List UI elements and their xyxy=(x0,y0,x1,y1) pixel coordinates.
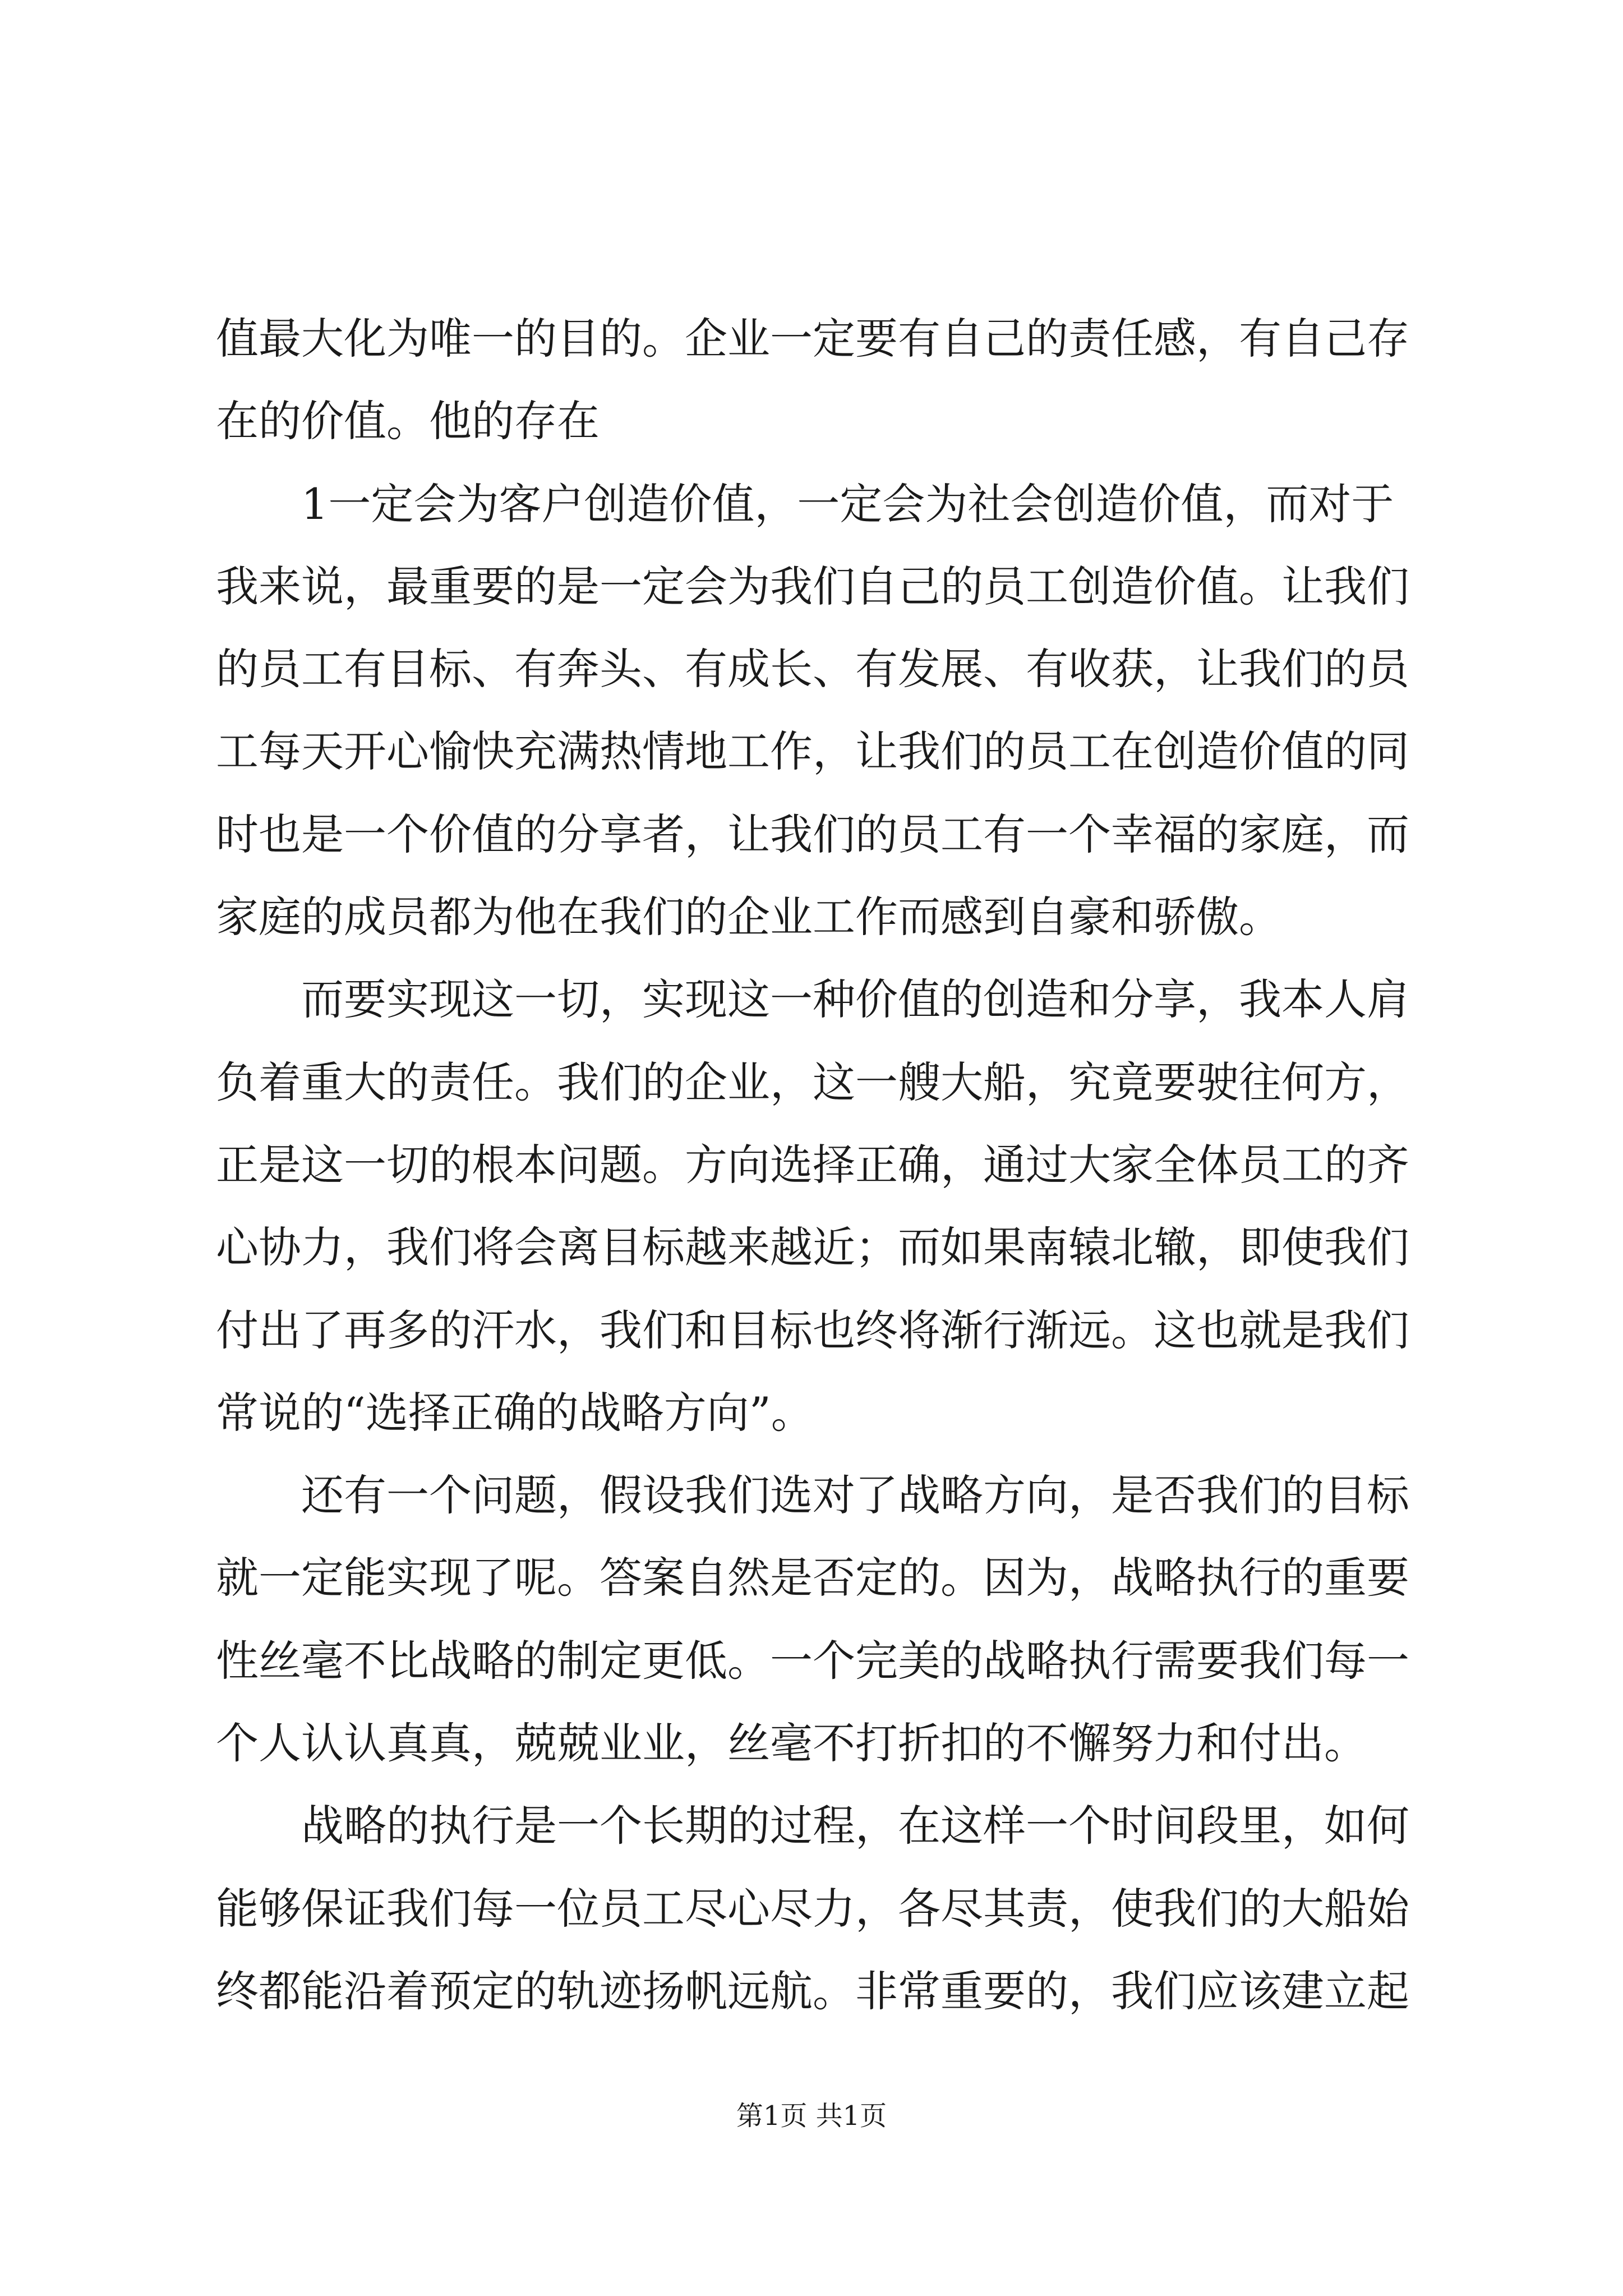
text-line: 就一定能实现了呢。答案自然是否定的。因为，战略执行的重要 xyxy=(216,1553,1409,1603)
text-line: 1一定会为客户创造价值，一定会为社会创造价值，而对于 xyxy=(301,478,1394,529)
text-line: 时也是一个价值的分享者，让我们的员工有一个幸福的家庭，而 xyxy=(216,809,1409,859)
text-line: 终都能沿着预定的轨迹扬帆远航。非常重要的，我们应该建立起 xyxy=(216,1966,1409,2016)
text-line: 正是这一切的根本问题。方向选择正确，通过大家全体员工的齐 xyxy=(216,1139,1409,1190)
text-line: 付出了再多的汗水，我们和目标也终将渐行渐远。这也就是我们 xyxy=(216,1305,1409,1355)
text-line: 个人认认真真，兢兢业业，丝毫不打折扣的不懈努力和付出。 xyxy=(216,1718,1367,1769)
text-line: 家庭的成员都为他在我们的企业工作而感到自豪和骄傲。 xyxy=(216,892,1281,942)
text-line: 战略的执行是一个长期的过程，在这样一个时间段里，如何 xyxy=(301,1801,1409,1851)
text-line: 还有一个问题，假设我们选对了战略方向，是否我们的目标 xyxy=(301,1470,1409,1521)
text-line: 负着重大的责任。我们的企业，这一艘大船，究竟要驶往何方， xyxy=(216,1057,1409,1107)
text-line: 能够保证我们每一位员工尽心尽力，各尽其责，使我们的大船始 xyxy=(216,1883,1409,1934)
text-line: 常说的“选择正确的战略方向”。 xyxy=(216,1387,814,1438)
text-line: 性丝毫不比战略的制定更低。一个完美的战略执行需要我们每一 xyxy=(216,1635,1409,1686)
text-line: 的员工有目标、有奔头、有成长、有发展、有收获，让我们的员 xyxy=(216,644,1409,694)
text-line: 在的价值。他的存在 xyxy=(216,396,600,447)
page-footer: 第1页 共1页 xyxy=(736,2100,887,2132)
text-line: 我来说，最重要的是一定会为我们自己的员工创造价值。让我们 xyxy=(216,561,1409,611)
document-body xyxy=(216,297,1408,2032)
text-line: 值最大化为唯一的目的。企业一定要有自己的责任感，有自己存 xyxy=(216,314,1409,364)
text-line: 而要实现这一切，实现这一种价值的创造和分享，我本人肩 xyxy=(301,974,1409,1025)
text-line: 心协力，我们将会离目标越来越近；而如果南辕北辙，即使我们 xyxy=(216,1222,1409,1273)
text-line: 工每天开心愉快充满热情地工作，让我们的员工在创造价值的同 xyxy=(216,726,1409,777)
